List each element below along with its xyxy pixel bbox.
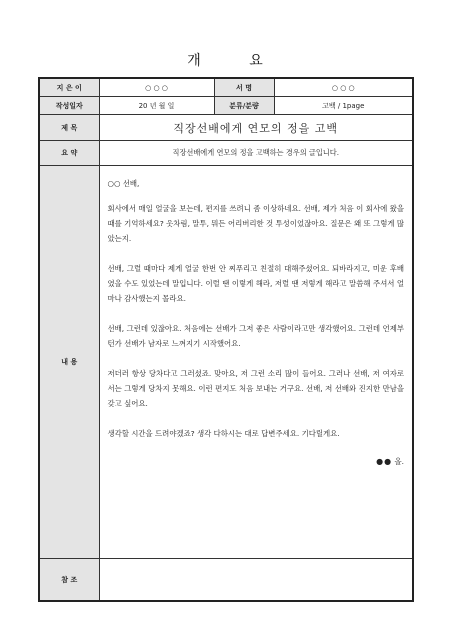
letter-paragraph: 선배, 그런데 있잖아요. 처음에는 선배가 그저 좋은 사람이라고만 생각했어요. 그런데 언제부턴가 선배가 남자로 느껴지기 시작했어요.	[107, 324, 404, 348]
date-row	[39, 97, 413, 115]
subject-label: 제 목	[39, 115, 99, 141]
author-value: ○ ○ ○	[99, 78, 214, 97]
date-label: 작성일자	[39, 97, 99, 115]
letter-paragraph: 회사에서 매일 얼굴을 보는데, 편지를 쓰려니 좀 이상하네요. 선배, 제가 처음 이 회사에 왔을 때를 기억하세요? 옷차림, 말투, 뭐든 어리버리한 것 투성이었잖아요. 질문은 왜 또 그렇게 많았는지.	[107, 204, 404, 243]
reference-label: 참 조	[39, 559, 99, 602]
summary-value: 직장선배에게 연모의 정을 고백하는 경우의 글입니다.	[99, 141, 413, 166]
date-value: 20 년 월 일	[99, 97, 214, 115]
subject-row	[39, 115, 413, 141]
category-label: 분류/분량	[214, 97, 274, 115]
letter-greeting: ○○ 선배,	[107, 179, 140, 188]
letter-paragraph: 저더러 항상 당차다고 그러셨죠. 맞아요, 저 그런 소리 많이 들어요. 그러나 선배, 저 여자로서는 그렇게 당차지 못해요. 이런 편지도 처음 보내는 거구요. 선배, 저 선배와 진지한 만남을 갖고 싶어요.	[107, 369, 404, 408]
signature-label: 서 명	[214, 78, 274, 97]
letter-paragraph: 생각할 시간을 드려야겠죠? 생각 다하시는 대로 답변주세요. 기다릴게요.	[107, 429, 340, 438]
author-label: 지 은 이	[39, 78, 99, 97]
reference-value	[99, 559, 413, 602]
summary-form-table	[38, 77, 414, 602]
content-label: 내 용	[39, 166, 99, 559]
summary-label: 요 약	[39, 141, 99, 166]
letter-body	[99, 166, 413, 559]
document-title: 개 요	[187, 53, 285, 69]
summary-row	[39, 141, 413, 166]
signature-dots: ●●	[376, 457, 393, 466]
signature-value: ○ ○ ○	[274, 78, 413, 97]
subject-value: 직장선배에게 연모의 정을 고백	[99, 115, 413, 141]
category-value: 고백 / 1page	[274, 97, 413, 115]
letter-paragraph: 선배, 그럴 때마다 제게 얼굴 한번 안 찌푸리고 친절히 대해주셨어요. 되바라지고, 미운 후배였을 수도 있었는데 말입니다. 이럴 땐 이렇게 해라, 저럴 땐 저렇게 해라고 말씀해 주셔서 얼마나 감사했는지 몰라요.	[107, 264, 404, 303]
letter-signature	[108, 454, 405, 469]
content-row	[39, 166, 413, 559]
reference-row	[39, 559, 413, 602]
signature-suffix: 올.	[394, 457, 404, 466]
author-row	[39, 78, 413, 97]
